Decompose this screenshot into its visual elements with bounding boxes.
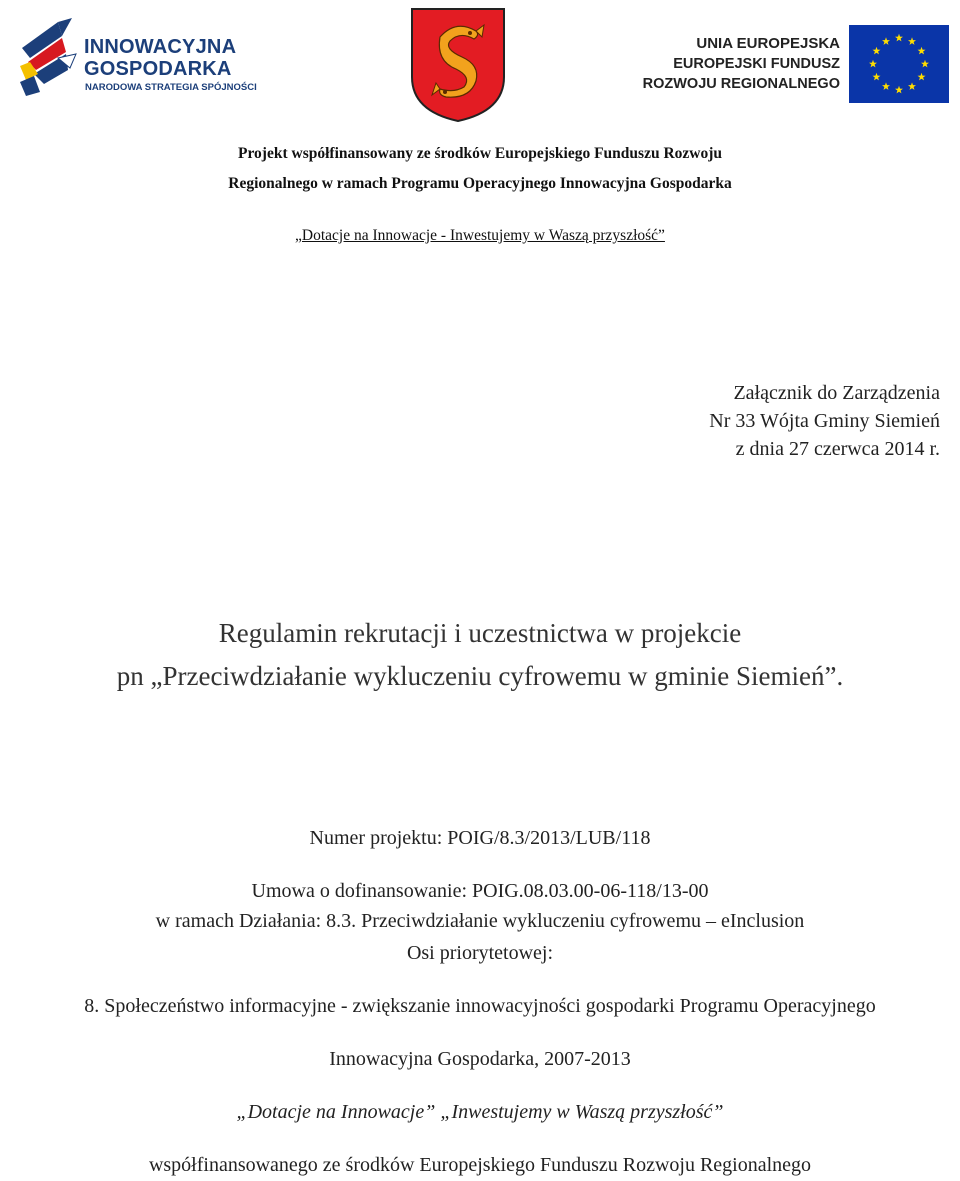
- eu-line-1: UNIA EUROPEJSKA: [696, 35, 840, 52]
- eu-line-3: ROZWOJU REGIONALNEGO: [642, 76, 840, 92]
- annex-line-1: Załącznik do Zarządzenia: [733, 382, 940, 404]
- cofinancing-header-line-1: Projekt współfinansowany ze środków Europejskiego Funduszu Rozwoju: [237, 145, 722, 162]
- slogan-header: „Dotacje na Innowacje - Inwestujemy w Waszą przyszłość”: [295, 227, 665, 244]
- agreement-number: Umowa o dofinansowanie: POIG.08.03.00-06-118/13-00: [251, 880, 709, 902]
- cofinancing-header-line-2: Regionalnego w ramach Programu Operacyjnego Innowacyjna Gospodarka: [228, 175, 732, 192]
- logo-line-2: GOSPODARKA: [84, 58, 232, 80]
- project-number: Numer projektu: POIG/8.3/2013/LUB/118: [309, 827, 651, 849]
- priority-axis: 8. Społeczeństwo informacyjne - zwiększanie innowacyjności gospodarki Programu Operacyjnego: [84, 995, 876, 1017]
- eu-text-logo: [640, 34, 840, 94]
- document-title-line-1: Regulamin rekrutacji i uczestnictwa w projekcie: [218, 618, 742, 648]
- eu-line-2: EUROPEJSKI FUNDUSZ: [673, 56, 840, 72]
- eu-flag-icon: [849, 25, 949, 103]
- programme-slogan: „Dotacje na Innowacje” „Inwestujemy w Waszą przyszłość”: [236, 1101, 724, 1123]
- programme-name: Innowacyjna Gospodarka, 2007-2013: [329, 1048, 631, 1070]
- siemien-crest-icon: [410, 7, 506, 123]
- document-title-line-2: pn „Przeciwdziałanie wykluczeniu cyfrowemu w gminie Siemień”.: [116, 661, 844, 691]
- innovative-economy-logo: [18, 18, 258, 98]
- annex-line-2: Nr 33 Wójta Gminy Siemień: [709, 410, 940, 432]
- slogan-header-row: [0, 227, 960, 245]
- priority-axis-label: Osi priorytetowej:: [406, 942, 554, 964]
- innovative-economy-emblem-icon: [18, 18, 78, 98]
- annex-date: z dnia 27 czerwca 2014 r.: [735, 438, 940, 460]
- cofinancing-footer: współfinansowanego ze środków Europejskiego Funduszu Rozwoju Regionalnego: [148, 1154, 812, 1176]
- logo-line-1: INNOWACYJNA: [84, 36, 237, 58]
- logo-line-3: NARODOWA STRATEGIA SPÓJNOŚCI: [85, 82, 257, 93]
- measure: w ramach Działania: 8.3. Przeciwdziałanie wykluczeniu cyfrowemu – eInclusion: [155, 910, 805, 932]
